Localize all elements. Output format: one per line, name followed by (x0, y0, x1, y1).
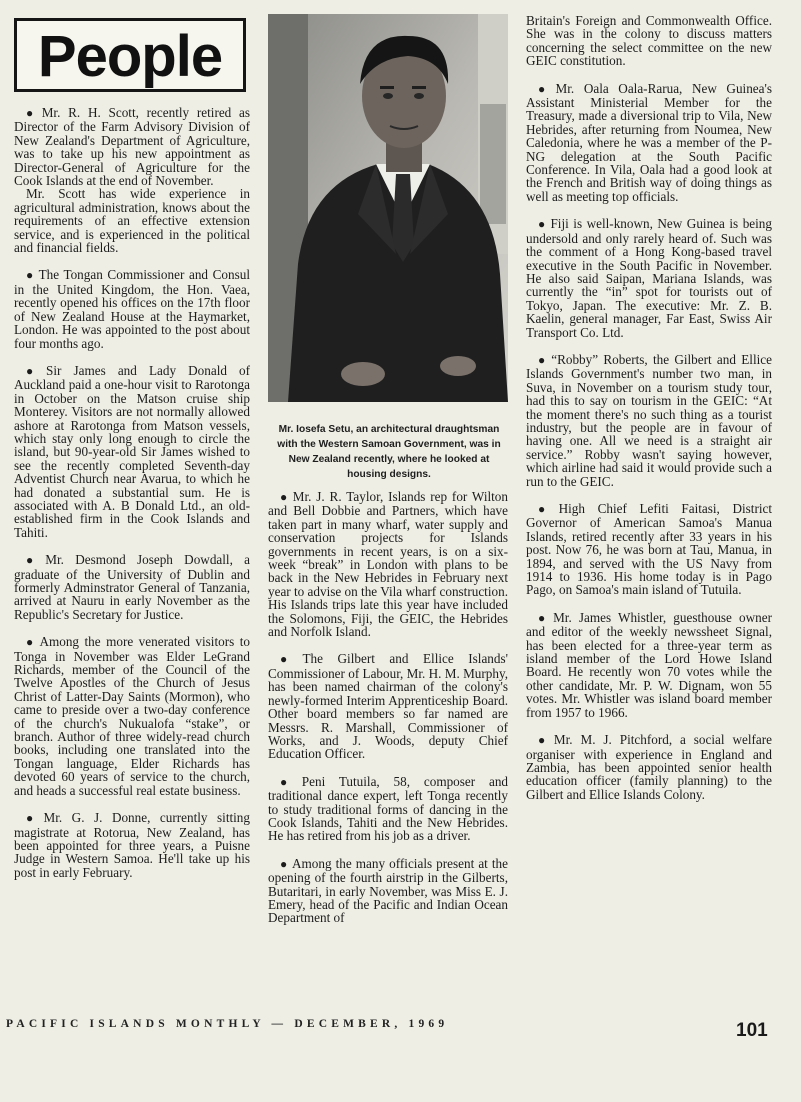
paragraph-text: Britain's Foreign and Commonwealth Office. She was in the colony to discuss matters concerning the select committee on the new GEIC constitution. (526, 13, 772, 69)
column-left (14, 106, 250, 893)
bullet-icon: ● (26, 363, 43, 378)
article-paragraph (14, 553, 250, 621)
footer-publication: PACIFIC ISLANDS MONTHLY — DECEMBER, 1969 (6, 1018, 449, 1030)
paragraph-text: The Tongan Commissioner and Consul in the United Kingdom, the Hon. Vaea, recently opened his offices on the 17th floor of New Zealand House at the Haymarket, London. He was appointed to the post about four months ago. (14, 267, 250, 351)
section-title: People (37, 24, 223, 89)
article-item (14, 364, 250, 539)
article-paragraph (14, 811, 250, 879)
paragraph-text: Mr. M. J. Pitchford, a social welfare organiser with experience in England and Zambia, has been appointed senior health education officer (family planning) to the Gilbert and Ellice Islands Colony. (526, 732, 772, 802)
paragraph-text: Mr. G. J. Donne, currently sitting magistrate at Rotorua, New Zealand, has been appointed for three years, a Puisne Judge in Western Samoa. He'll take up his post in early February. (14, 810, 250, 880)
article-paragraph (268, 490, 508, 638)
bullet-icon: ● (26, 553, 42, 568)
portrait-illustration (268, 14, 508, 402)
article-item (14, 106, 250, 254)
article-item (526, 217, 772, 339)
paragraph-text: Among the more venerated visitors to Tonga in November was Elder LeGrand Richards, member of the Council of the Twelve Apostles of the Church of Jesus Christ of Latter-Day Saints (Mormon), who came to preside over a two-day conference of the church's Nukualofa “stake”, or branch. Author of three widely-read church books, including one translated into the Tongan language, Elder Richards has devoted 60 years of service to the church, and heads a successful real estate business. (14, 634, 250, 798)
paragraph-text: Sir James and Lady Donald of Auckland paid a one-hour visit to Rarotonga in October on the Matson cruise ship Monterey. Visitors are not normally allowed ashore at Rarotonga from Matson vessels, which stay only long enough to circle the island, but 90-year-old Sir James wished to see the recently completed Seventh-day Adventist Church near Avarua, to which he had donated a substantial sum. He is associated with A. B Donald Ltd., an old-established firm in the Cook Islands and Tahiti. (14, 362, 251, 540)
section-masthead (14, 18, 246, 92)
bullet-icon: ● (280, 652, 299, 667)
bullet-icon: ● (280, 490, 289, 504)
bullet-icon: ● (26, 635, 36, 650)
paragraph-text: Mr. James Whistler, guesthouse owner and editor of the weekly newssheet Signal, has been elected for a three-year term as island member of the Lord Howe Island Board. He recently won 70 votes while the other candidate, Mr. P. W. Dignam, won 55 votes. Mr. Whistler was island board member from 1957 to 1966. (526, 609, 772, 720)
column-right (526, 14, 772, 815)
photo-caption: Mr. Iosefa Setu, an architectural draughtsman with the Western Samoan Government, was in New Zealand recently, where he looked at housing designs. (277, 424, 501, 480)
paragraph-text: High Chief Lefiti Faitasi, District Governor of American Samoa's Manua Islands, retired recently after 33 years in his post. Now 76, he was born at Tau, Manua, in 1894, and served with the US Navy from 1914 to 1936. His home today is in Pago Pago, on Samoa's main island of Tutuila. (526, 501, 773, 598)
bullet-icon: ● (538, 352, 548, 367)
article-item (268, 490, 508, 638)
article-paragraph (526, 611, 772, 719)
article-item (14, 268, 250, 349)
column-middle (268, 490, 508, 939)
article-paragraph (526, 353, 772, 488)
paragraph-text: Fiji is well-known, New Guinea is being undersold and only rarely heard of. Such was the comment of a Hong Kong-based travel executive in the South Pacific in November. He also said Saipan, Mariana Islands, was currently the “in” spot for tourists out of Tokyo, Japan. The executive: Mr. Z. B. Kaelin, general manager, Far East, Swiss Air Transport Co. Ltd. (526, 216, 772, 340)
bullet-icon: ● (26, 268, 35, 283)
article-item (14, 553, 250, 621)
paragraph-text: Mr. R. H. Scott, recently retired as Director of the Farm Advisory Division of New Zealand's Department of Agriculture, was to take up his new appointment as Director-General of Agriculture for the Cook Islands at the end of November. (14, 105, 251, 189)
bullet-icon: ● (280, 856, 289, 871)
article-paragraph (14, 187, 250, 254)
bullet-icon: ● (538, 610, 550, 625)
article-paragraph (14, 268, 250, 349)
article-paragraph (14, 635, 250, 797)
article-paragraph (14, 106, 250, 187)
article-paragraph (14, 364, 250, 539)
article-item (14, 811, 250, 879)
paragraph-text: “Robby” Roberts, the Gilbert and Ellice Islands Government's number two man, in Suva, in November on a tourism study tour, had this to say on tourism in the GEIC: “At the moment there's no such thing as a tourist industry, but the people are in favour of having one. All we need is a straight air service.” Robby wasn't saying however, which airline had said it would provide such a run to the GEIC. (526, 351, 772, 489)
article-paragraph (526, 733, 772, 801)
article-item (14, 635, 250, 797)
article-item (526, 502, 772, 597)
article-paragraph (526, 217, 772, 339)
article-item (526, 14, 772, 68)
bullet-icon: ● (538, 217, 547, 232)
article-paragraph (268, 775, 508, 843)
bullet-icon: ● (280, 774, 298, 789)
bullet-icon: ● (26, 811, 40, 826)
bullet-icon: ● (538, 81, 552, 96)
article-item (526, 82, 772, 204)
article-item (268, 652, 508, 760)
bullet-icon: ● (26, 106, 38, 120)
article-paragraph (268, 652, 508, 760)
article-item (268, 857, 508, 925)
paragraph-text: Mr. J. R. Taylor, Islands rep for Wilton and Bell Dobbie and Partners, which have taken part in many wharf, water supply and conservation projects for Islands governments in recent years, is on a six-week “break” in London with plans to be back in the New Hebrides in February next year to advise on the Vila wharf construction. His Islands trips late this year have included the Solomons, Fiji, the GEIC, the Hebrides and Norfolk Island. (268, 489, 508, 640)
page-number: 101 (736, 1020, 768, 1041)
article-paragraph (526, 14, 772, 68)
article-paragraph (526, 502, 772, 597)
paragraph-text: Mr. Scott has wide experience in agricultural administration, knows about the requirements of an effective extension service, and is experienced in the political and financial fields. (14, 186, 250, 256)
article-paragraph (268, 857, 508, 925)
paragraph-text: Peni Tutuila, 58, composer and traditional dance expert, left Tonga recently to study traditional forms of dancing in the Cook Islands, Tahiti and the New Hebrides. He has retired from his job as a driver. (268, 773, 509, 844)
article-item (526, 733, 772, 801)
paragraph-text: Mr. Oala Oala-Rarua, New Guinea's Assistant Ministerial Member for the Treasury, made a diversional trip to Vila, New Hebrides, after returning from Noumea, New Caledonia, where he was a member of the P-NG delegation at the South Pacific Conference. In Vila, Oala had a good look at the French and British way of doing things as well as meeting top officials. (526, 80, 773, 204)
bullet-icon: ● (538, 502, 555, 516)
bullet-icon: ● (538, 733, 550, 748)
article-paragraph (526, 82, 772, 204)
article-item (526, 611, 772, 719)
paragraph-text: Among the many officials present at the opening of the fourth airstrip in the Gilberts, Butaritari, in early November, was Miss E. J. Emery, head of the Pacific and Indian Ocean Department of (268, 855, 509, 926)
portrait-photo (268, 14, 508, 402)
article-item (268, 775, 508, 843)
article-item (526, 353, 772, 488)
paragraph-text: Mr. Desmond Joseph Dowdall, a graduate of the University of Dublin and formerly Adminstrator General of Tanzania, arrived at Nauru in early November as the Republic's Secretary for Justice. (14, 552, 251, 622)
paragraph-text: The Gilbert and Ellice Islands' Commissioner of Labour, Mr. H. M. Murphy, has been named chairman of the colony's newly-formed Interim Apprenticeship Board. Other board members so far named are Messrs. R. Marshall, Commissioner of Works, and J. Woods, deputy Chief Education Officer. (268, 651, 509, 762)
